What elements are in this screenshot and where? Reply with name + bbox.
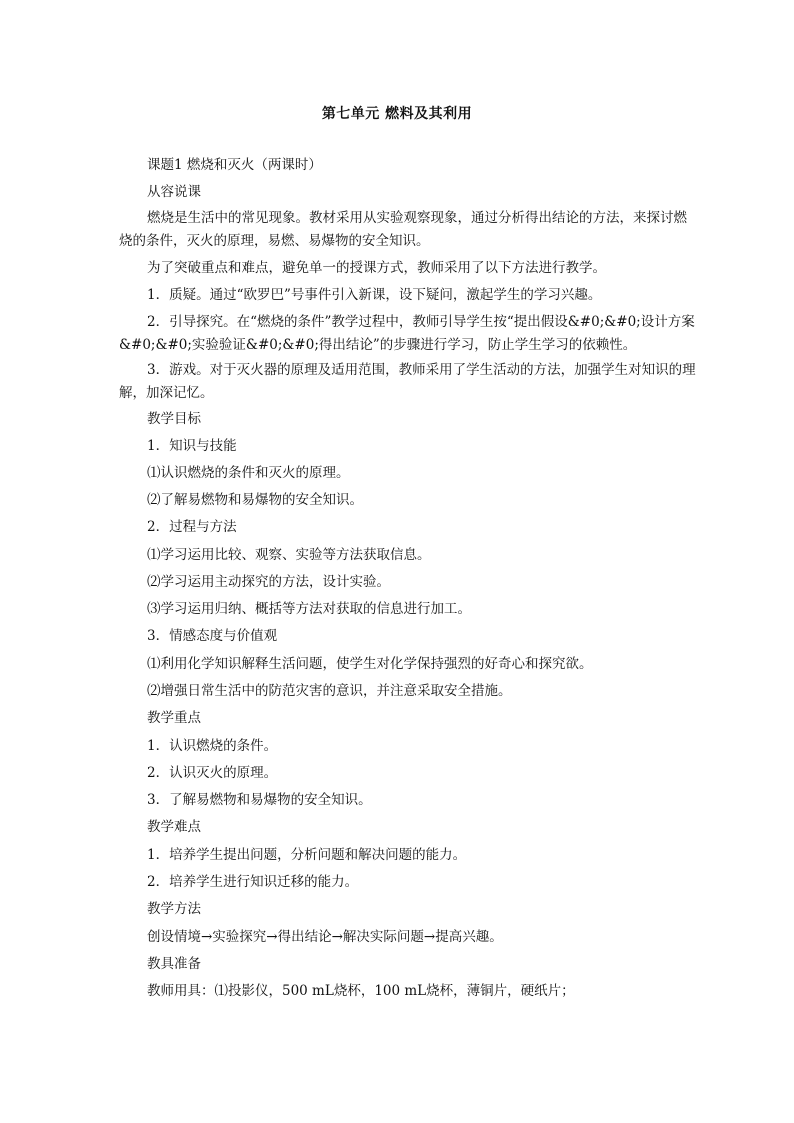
goal-item: ⑵学习运用主动探究的方法，设计实验。 (147, 574, 390, 590)
intro-paragraph-1: 燃烧是生活中的常见现象。教材采用从实验观察现象，通过分析得出结论的方法，来探讨燃烧的条件，灭火的原理，易燃、易爆物的安全知识。 (119, 210, 687, 249)
goal-heading-2: 2．过程与方法 (147, 519, 237, 535)
goal-item: ⑴认识燃烧的条件和灭火的原理。 (147, 465, 350, 481)
difficulty-point: 1．培养学生提出问题，分析问题和解决问题的能力。 (147, 847, 467, 863)
goal-heading-3: 3．情感态度与价值观 (147, 628, 278, 644)
unit-title: 第七单元 燃料及其利用 (321, 106, 473, 122)
goal-item: ⑴利用化学知识解释生活问题，使学生对化学保持强烈的好奇心和探究欲。 (147, 656, 593, 672)
key-point: 2．认识灭火的原理。 (147, 765, 278, 781)
lesson-title: 课题1 燃烧和灭火（两课时） (147, 157, 322, 173)
section-heading-difficulty: 教学难点 (147, 819, 201, 835)
section-heading-tools: 教具准备 (147, 956, 201, 972)
section-heading-goals: 教学目标 (147, 411, 201, 427)
intro-paragraph-2: 为了突破重点和难点，避免单一的授课方式，教师采用了以下方法进行教学。 (147, 260, 606, 276)
tools-text: 教师用具：⑴投影仪，500 mL烧杯，100 mL烧杯，薄铜片，硬纸片； (147, 983, 575, 999)
method-text: 创设情境→实验探究→得出结论→解决实际问题→提高兴趣。 (147, 929, 503, 945)
section-heading-key: 教学重点 (147, 710, 201, 726)
goal-heading-1: 1．知识与技能 (147, 438, 237, 454)
section-heading-method: 教学方法 (147, 901, 201, 917)
goal-item: ⑴学习运用比较、观察、实验等方法获取信息。 (147, 547, 431, 563)
difficulty-point: 2．培养学生进行知识迁移的能力。 (147, 874, 359, 890)
key-point: 1．认识燃烧的条件。 (147, 738, 278, 754)
goal-item: ⑵了解易燃物和易爆物的安全知识。 (147, 492, 363, 508)
intro-item-2: 2．引导探究。在“燃烧的条件”教学过程中，教师引导学生按“提出假设&#0;&#0;设计方案&#0;&#0;实验验证&#0;&#0;得出结论”的步骤进行学习，防止学生学习的依赖性。 (119, 314, 695, 353)
intro-item-1: 1．质疑。通过“欧罗巴”号事件引入新课，设下疑问，激起学生的学习兴趣。 (147, 287, 602, 303)
goal-item: ⑶学习运用归纳、概括等方法对获取的信息进行加工。 (147, 601, 471, 617)
section-heading-intro: 从容说课 (147, 184, 201, 200)
intro-item-3: 3．游戏。对于灭火器的原理及适用范围，教师采用了学生活动的方法，加强学生对知识的理解，加深记忆。 (119, 362, 696, 401)
key-point: 3．了解易燃物和易爆物的安全知识。 (147, 792, 372, 808)
goal-item: ⑵增强日常生活中的防范灾害的意识，并注意采取安全措施。 (147, 683, 512, 699)
